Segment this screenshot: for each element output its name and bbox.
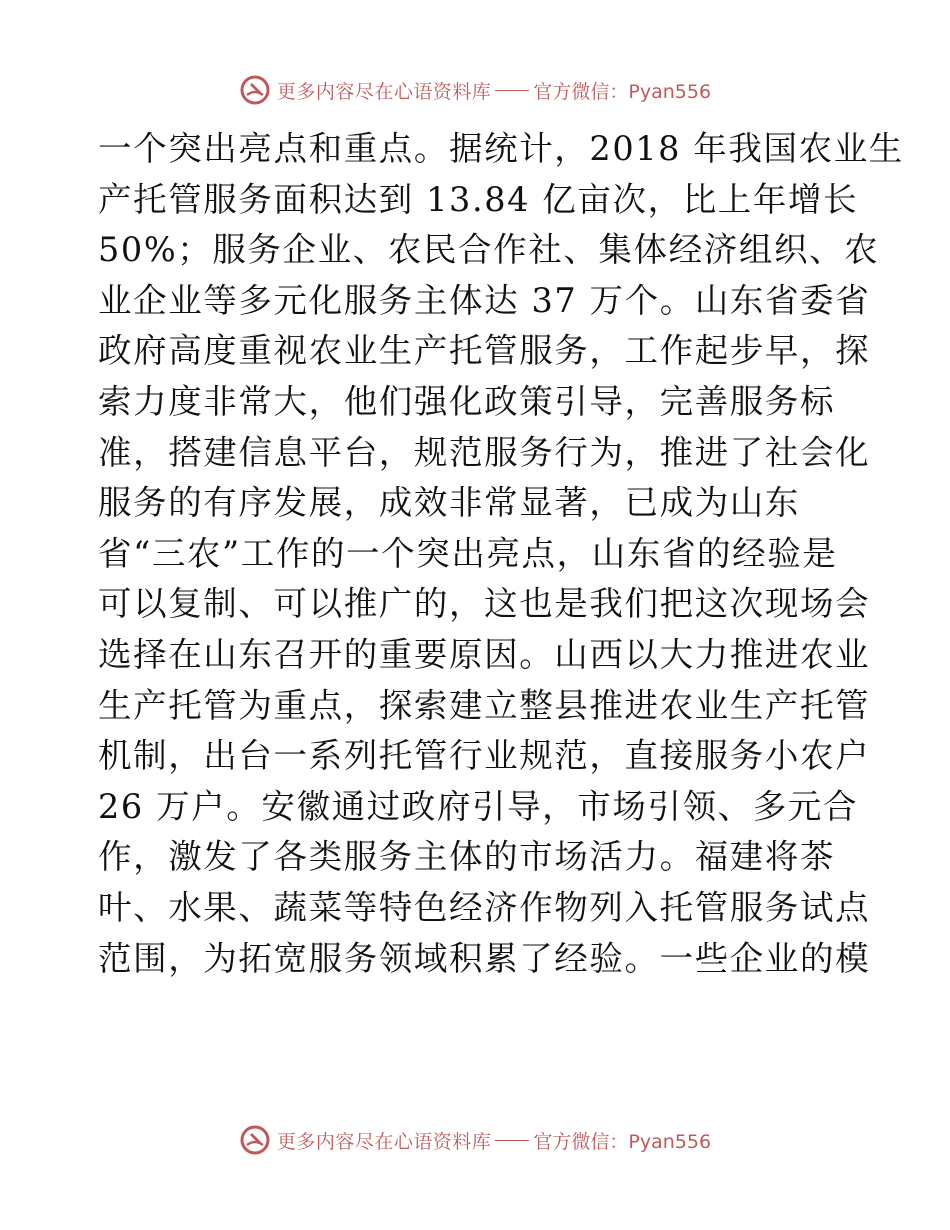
body-line: 政府高度重视农业生产托管服务，工作起步早，探 (98, 331, 871, 371)
footer-watermark (0, 1122, 950, 1158)
body-line: 26 万户。安徽通过政府引导，市场引领、多元合 (98, 786, 859, 826)
watermark-separator (495, 90, 529, 91)
watermark-separator (495, 1140, 529, 1141)
document-body (98, 124, 904, 984)
watermark-wechat: 官方微信：Pyan556 (533, 1130, 712, 1153)
book-pen-logo-icon (239, 1124, 271, 1156)
body-line: 省“三农”工作的一个突出亮点，山东省的经验是 (98, 533, 838, 573)
body-line: 一个突出亮点和重点。据统计，2018 年我国农业生 (98, 129, 904, 168)
watermark-wechat: 官方微信：Pyan556 (533, 80, 712, 103)
body-line: 50%；服务企业、农民合作社、集体经济组织、农 (98, 230, 880, 270)
body-line: 叶、水果、蔬菜等特色经济作物列入托管服务试点 (98, 887, 871, 927)
body-line: 产托管服务面积达到 13.84 亿亩次，比上年增长 (98, 179, 859, 219)
watermark-text: 更多内容尽在心语资料库 (276, 1130, 492, 1153)
body-line: 服务的有序发展，成效非常显著，已成为山东 (98, 483, 800, 523)
body-line: 选择在山东召开的重要原因。山西以大力推进农业 (98, 634, 871, 674)
header-watermark (0, 72, 950, 108)
body-line: 准，搭建信息平台，规范服务行为，推进了社会化 (98, 432, 871, 472)
watermark-text: 更多内容尽在心语资料库 (276, 80, 492, 103)
body-line: 范围，为拓宽服务领域积累了经验。一些企业的模 (98, 938, 871, 978)
book-pen-logo-icon (239, 74, 271, 106)
body-line: 可以复制、可以推广的，这也是我们把这次现场会 (98, 584, 871, 624)
body-line: 索力度非常大，他们强化政策引导，完善服务标 (98, 381, 836, 421)
body-line: 业企业等多元化服务主体达 37 万个。山东省委省 (98, 280, 871, 320)
body-line: 作，激发了各类服务主体的市场活力。福建将茶 (98, 837, 836, 877)
body-line: 机制，出台一系列托管行业规范，直接服务小农户 (98, 736, 871, 776)
body-line: 生产托管为重点，探索建立整县推进农业生产托管 (98, 685, 871, 725)
